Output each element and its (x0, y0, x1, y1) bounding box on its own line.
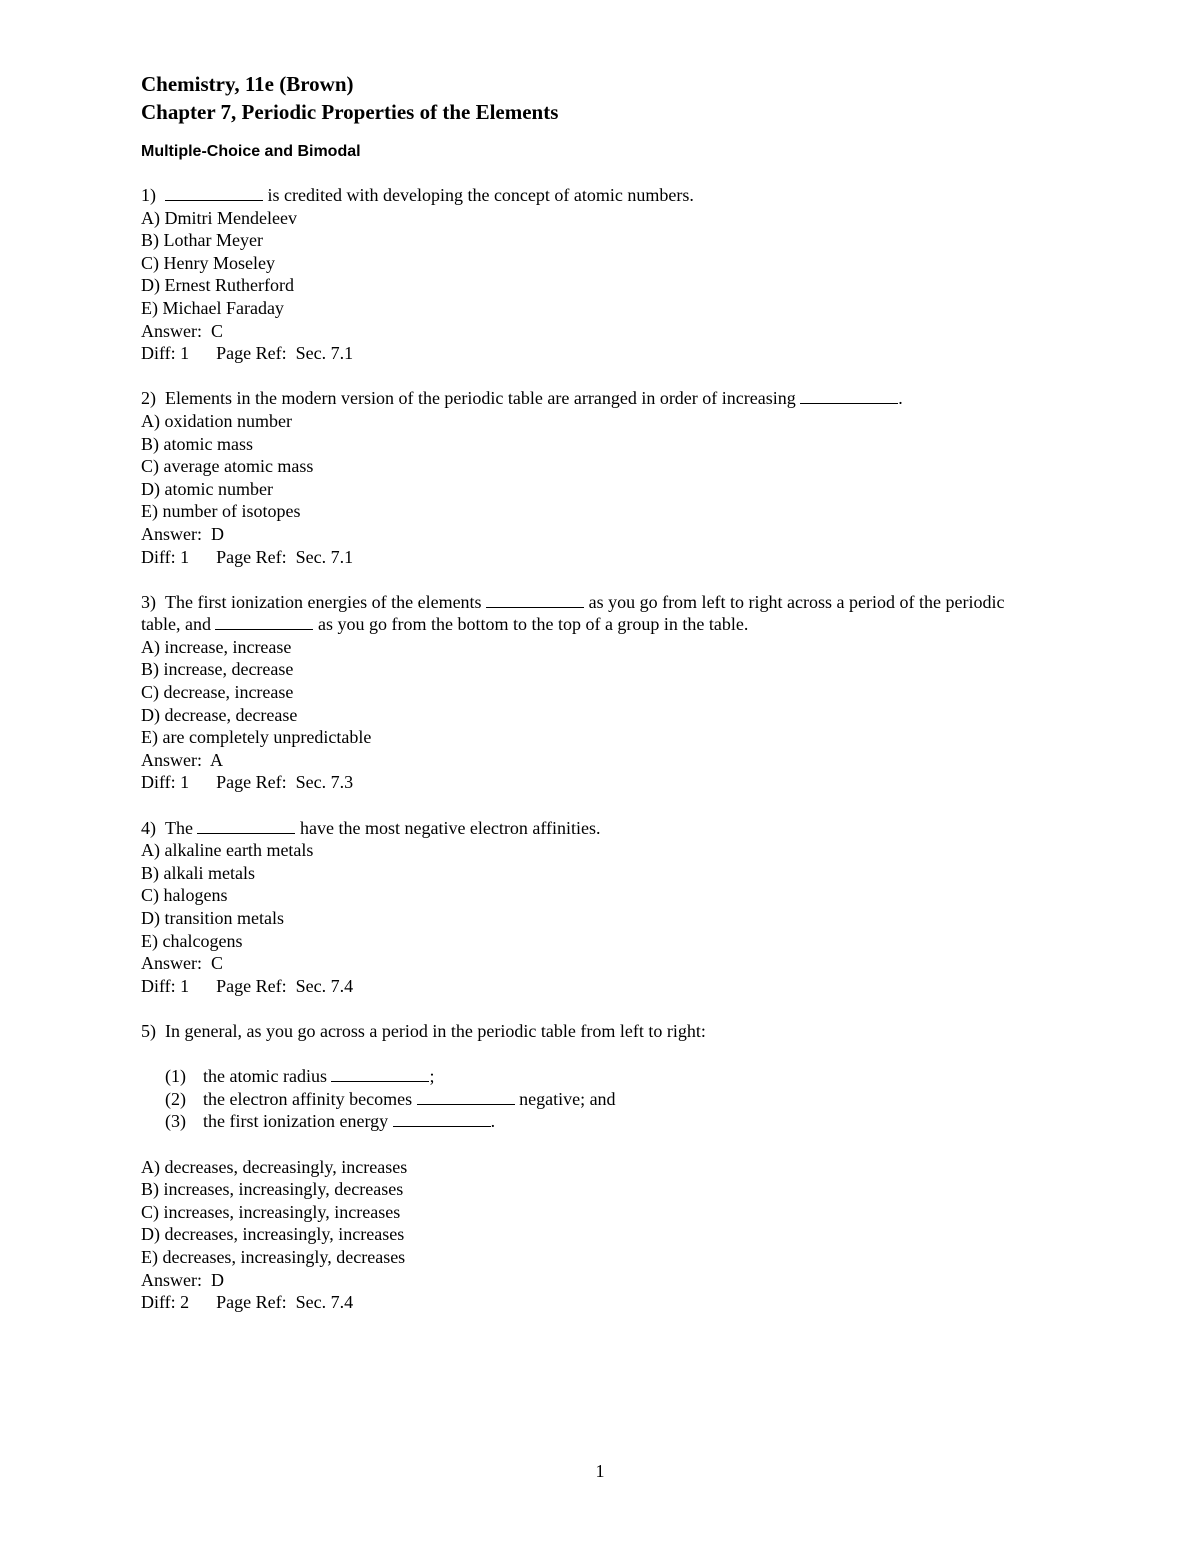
section-heading: Multiple-Choice and Bimodal (141, 143, 361, 160)
answer-line: Answer: D (141, 523, 224, 544)
page-number: 1 (595, 1461, 605, 1481)
option-b: B) increase, decrease (141, 659, 294, 680)
option-e: E) chalcogens (141, 930, 243, 951)
question-number: 3) (141, 591, 156, 612)
answer-blank (215, 614, 313, 630)
question-number: 1) (141, 185, 156, 205)
answer-line: Answer: C (141, 953, 223, 974)
option-b: B) atomic mass (141, 433, 253, 454)
option-d: D) atomic number (141, 478, 273, 499)
question-4 (141, 817, 1041, 998)
question-stem: 4) The have the most negative electron affinities. (141, 817, 601, 838)
option-a: A) alkaline earth metals (141, 840, 314, 861)
answer-blank (331, 1066, 429, 1082)
question-2 (141, 387, 1041, 568)
option-e: E) are completely unpredictable (141, 727, 372, 748)
question-stem: 3) The first ionization energies of the elements as you go from left to right across a period of the periodic table, and as you go from the bottom to the top of a group in the table. (141, 591, 1005, 635)
answer-blank (165, 185, 263, 201)
difficulty-line: Diff: 1 Page Ref: Sec. 7.3 (141, 772, 354, 793)
option-b: B) Lothar Meyer (141, 230, 263, 251)
answer-blank (800, 388, 898, 404)
condition-item: (2) the electron affinity becomes negative; and (165, 1088, 616, 1109)
difficulty-line: Diff: 1 Page Ref: Sec. 7.1 (141, 546, 354, 567)
difficulty-line: Diff: 2 Page Ref: Sec. 7.4 (141, 1292, 354, 1313)
question-stem: 2) Elements in the modern version of the periodic table are arranged in order of increasing . (141, 388, 903, 409)
condition-item: (1) the atomic radius ; (165, 1066, 435, 1087)
option-c: C) halogens (141, 885, 228, 906)
document-page (141, 70, 1041, 1336)
book-title: Chemistry, 11e (Brown) (141, 72, 354, 96)
option-a: A) increase, increase (141, 636, 292, 657)
option-e: E) Michael Faraday (141, 297, 284, 318)
answer-blank (197, 818, 295, 834)
option-d: D) decreases, increasingly, increases (141, 1224, 405, 1245)
question-stem: 1) is credited with developing the concept of atomic numbers. (141, 185, 694, 205)
answer-blank (393, 1111, 491, 1127)
answer-line: Answer: A (141, 749, 223, 770)
option-e: E) number of isotopes (141, 501, 301, 522)
option-a: A) oxidation number (141, 410, 292, 431)
option-b: B) alkali metals (141, 862, 255, 883)
question-number: 2) (141, 388, 156, 409)
difficulty-line: Diff: 1 Page Ref: Sec. 7.1 (141, 343, 354, 364)
condition-item: (3) the first ionization energy . (165, 1111, 496, 1132)
chapter-title: Chapter 7, Periodic Properties of the Elements (141, 100, 559, 124)
option-c: C) increases, increasingly, increases (141, 1201, 401, 1222)
question-5 (141, 1020, 1041, 1314)
option-e: E) decreases, increasingly, decreases (141, 1246, 406, 1267)
question-number: 4) (141, 817, 156, 838)
option-c: C) decrease, increase (141, 682, 294, 703)
question-3 (141, 591, 1041, 794)
condition-list (165, 1065, 1041, 1133)
answer-blank (417, 1089, 515, 1105)
answer-line: Answer: D (141, 1269, 224, 1290)
answer-blank (486, 592, 584, 608)
difficulty-line: Diff: 1 Page Ref: Sec. 7.4 (141, 975, 354, 996)
option-c: C) Henry Moseley (141, 252, 275, 273)
option-c: C) average atomic mass (141, 456, 314, 477)
option-d: D) transition metals (141, 908, 284, 928)
question-number: 5) (141, 1020, 156, 1041)
option-a: A) Dmitri Mendeleev (141, 207, 297, 228)
option-b: B) increases, increasingly, decreases (141, 1179, 404, 1200)
option-d: D) Ernest Rutherford (141, 275, 294, 296)
question-stem: 5) In general, as you go across a period in the periodic table from left to right: (141, 1020, 706, 1041)
option-a: A) decreases, decreasingly, increases (141, 1156, 408, 1177)
option-d: D) decrease, decrease (141, 704, 298, 725)
answer-line: Answer: C (141, 320, 223, 341)
question-1 (141, 184, 1041, 365)
